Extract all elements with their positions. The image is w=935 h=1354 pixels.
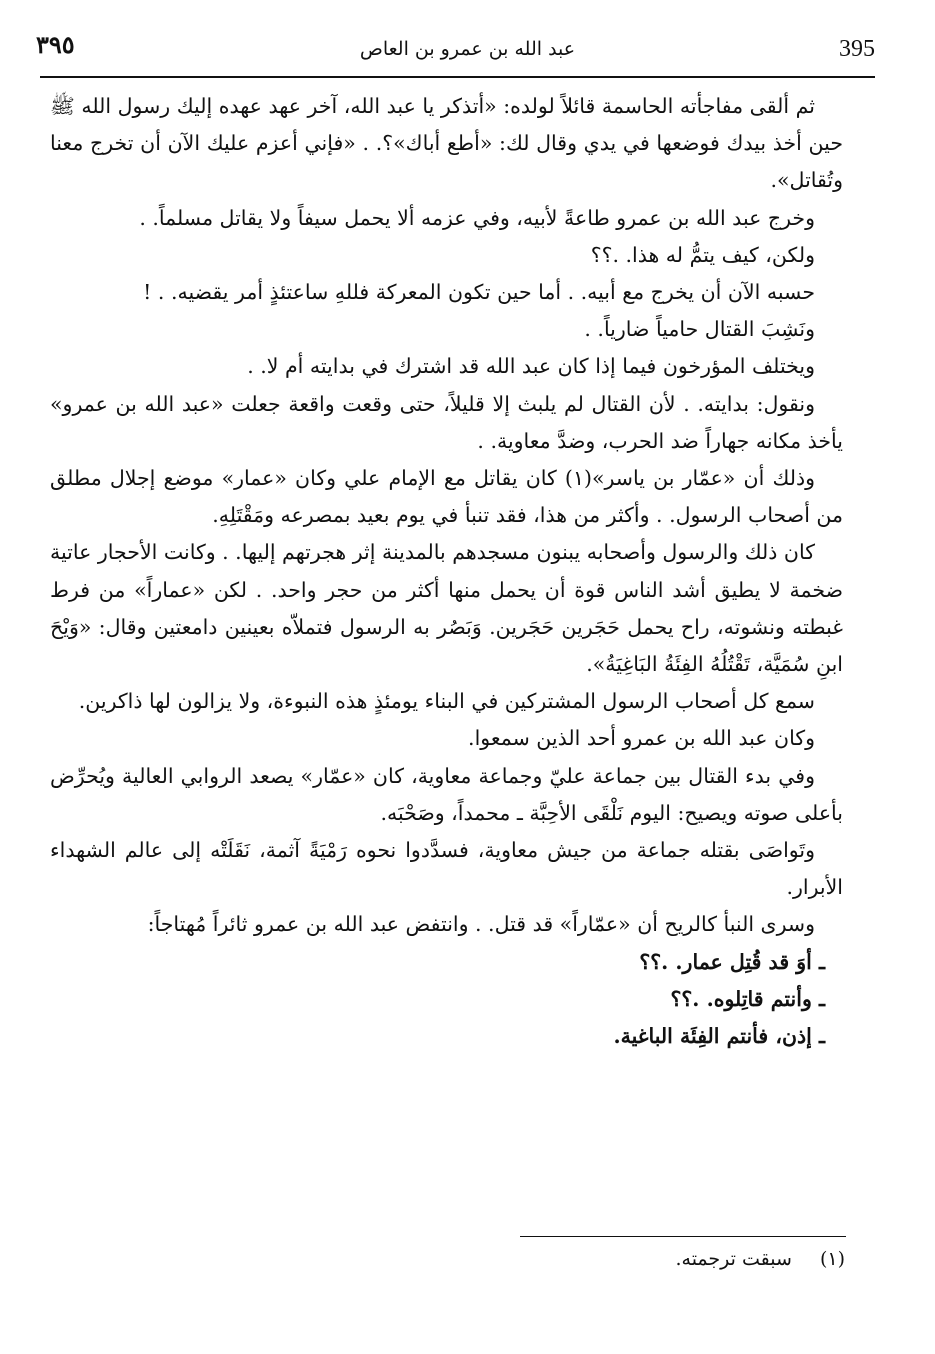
dialogue-line: ـ أوَ قد قُتِل عمار. .؟؟ — [639, 949, 825, 974]
paragraph: سمع كل أصحاب الرسول المشتركين في البناء يومئذٍ هذه النبوءة، ولا يزالون لها ذاكرين. — [78, 689, 815, 714]
paragraph: وسرى النبأ كالريح أن «عمّاراً» قد قتل. . وانتفض عبد الله بن عمرو ثائراً مُهتاجاً: — [147, 912, 815, 937]
paragraph: ثم ألقى مفاجأته الحاسمة قائلاً لولده: «أتذكر يا عبد الله، آخر عهد عهده إليك رسول الله ﷺ حين أخذ بيدك فوضعها في يدي وقال لك: «أطع أباك»؟. . «فإني أعزم عليك الآن أن تخرج معنا وتُقاتل». — [50, 94, 843, 193]
header-rule — [40, 76, 875, 78]
paragraph: ونَشِبَ القتال حامياً ضارياً. . — [584, 317, 815, 342]
paragraph: ونقول: بدايته. . لأن القتال لم يلبث إلا قليلاً، حتى وقعت واقعة جعلت «عبد الله بن عمرو» يأخذ مكانه جهاراً ضد الحرب، وضدَّ معاوية. . — [50, 391, 843, 453]
footnote-marker: (١) — [819, 1248, 845, 1270]
running-title: عبد الله بن عمرو بن العاص — [359, 38, 576, 60]
paragraph: وفي بدء القتال بين جماعة عليّ وجماعة معاوية، كان «عمّار» يصعد الروابي العالية ويُحرِّض بأعلى صوته ويصيح: اليوم نَلْقَى الأحِبَّة ـ محمداً، وصَحْبَه. — [50, 763, 843, 825]
footnote-text: سبقت ترجمته. — [675, 1248, 792, 1270]
paragraph: حسبه الآن أن يخرج مع أبيه. . أما حين تكون المعركة فللهِ ساعتئذٍ أمر يقضيه. . ! — [143, 280, 815, 305]
paragraph: ويختلف المؤرخون فيما إذا كان عبد الله قد اشترك في بدايته أم لا. . — [247, 354, 815, 379]
dialogue-line: ـ وأنتم قاتِلوه. .؟؟ — [670, 986, 825, 1011]
footnote-rule — [520, 1236, 846, 1237]
paragraph: وكان عبد الله بن عمرو أحد الذين سمعوا. — [468, 726, 815, 751]
paragraph: ولكن، كيف يتمُّ له هذا. .؟؟ — [590, 242, 815, 267]
page-number-arabic: ٣٩٥ — [36, 30, 75, 59]
paragraph: وتَواصَى بقتله جماعة من جيش معاوية، فسدَّدوا نحوه رَمْيَةً آثمة، نَقَلَتْه إلى عالم الشهداء الأبرار. — [50, 838, 843, 900]
main-text — [50, 88, 843, 1055]
paragraph: وذلك أن «عمّار بن ياسر»(١) كان يقاتل مع الإمام علي وكان «عمار» موضع إجلال مطلق من أصحاب الرسول. . وأكثر من هذا، فقد تنبأ في يوم بعيد بمصرعه ومَقْتَلِهِ. — [50, 466, 843, 528]
page-number-latin: 395 — [839, 36, 875, 62]
paragraph: كان ذلك والرسول وأصحابه يبنون مسجدهم بالمدينة إثر هجرتهم إليها. . وكانت الأحجار عاتية ضخمة لا يطيق أشد الناس قوة أن يحمل منها أكثر من حجر واحد. . لكن «عماراً» من فرط غبطته ونشوته، راح يحمل حَجَرين حَجَرين. وَبَصُر به الرسول فتملاّه بعينين دامعتين وقال: «وَيْحَ ابنِ سُمَيَّة، تَقْتُلُهُ الفِئَةُ البَاغِيَةُ». — [50, 540, 843, 677]
footnote — [675, 1248, 845, 1270]
dialogue-line: ـ إذن، فأنتم الفِئَة الباغية. — [613, 1024, 825, 1049]
paragraph: وخرج عبد الله بن عمرو طاعةً لأبيه، وفي عزمه ألا يحمل سيفاً ولا يقاتل مسلماً. . — [139, 205, 815, 230]
